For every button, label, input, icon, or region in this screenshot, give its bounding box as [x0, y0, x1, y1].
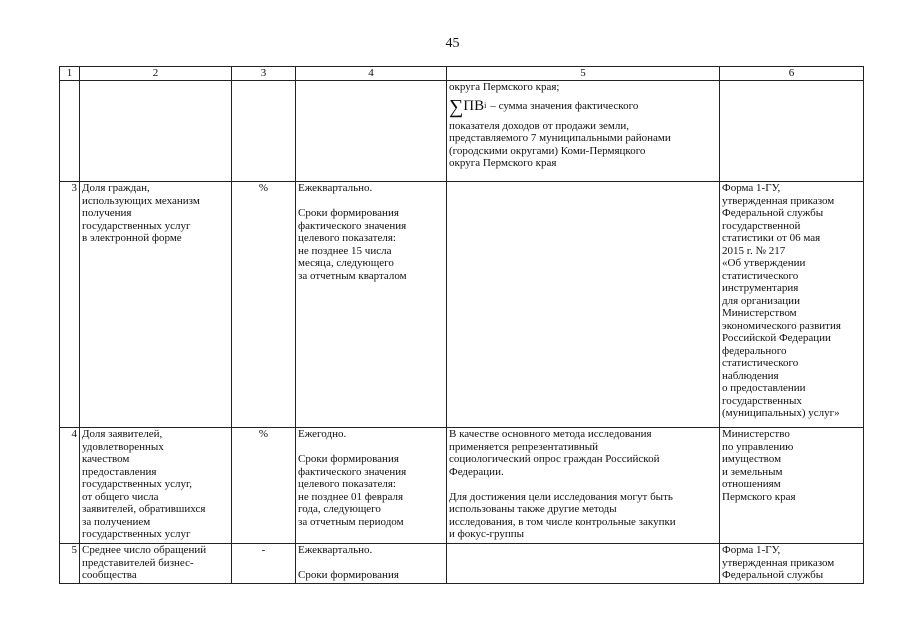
cell-source: Министерство по управлению имуществом и земельным отношениям Пермского края: [720, 428, 864, 544]
indicator-table: [59, 66, 864, 584]
cell-method: [447, 182, 720, 428]
header-cell: 5: [447, 67, 720, 81]
table-row: [60, 544, 864, 584]
cell-name: Доля заявителей, удовлетворенных качеством предоставления государственных услуг, от общего числа заявителей, обратившихся за получением государственных услуг: [80, 428, 232, 544]
cell-num: 3: [60, 182, 80, 428]
cell-source: Форма 1-ГУ, утвержденная приказом Федеральной службы государственной статистики от 06 мая 2015 г. № 217 «Об утверждении статистического инструментария для организации Министерством экономического развития Российской Федерации федерального статистического наблюдения о предоставлении государственных (муниципальных) услуг»: [720, 182, 864, 428]
page-number: 45: [445, 36, 460, 51]
cell-unit: [232, 81, 296, 182]
cell-period: [296, 81, 447, 182]
cell-name: Доля граждан, использующих механизм получения государственных услуг в электронной форме: [80, 182, 232, 428]
header-cell: 4: [296, 67, 447, 81]
cell-method: [447, 81, 720, 182]
cell-method: [447, 544, 720, 584]
cell-num: 4: [60, 428, 80, 544]
table-header-row: [60, 67, 864, 81]
cell-name: Среднее число обращений представителей бизнес- сообщества: [80, 544, 232, 584]
cell-method: В качестве основного метода исследования применяется репрезентативный социологический опрос граждан Российской Федерации. Для достижения цели исследования могут быть использованы также другие методы исследования, в том числе контрольные закупки и фокус-группы: [447, 428, 720, 544]
cell-source: Форма 1-ГУ, утвержденная приказом Федеральной службы: [720, 544, 864, 584]
cell-period: Ежегодно. Сроки формирования фактического значения целевого показателя: не позднее 01 февраля года, следующего за отчетным периодом: [296, 428, 447, 544]
cell-period: Ежеквартально. Сроки формирования: [296, 544, 447, 584]
cell-period: Ежеквартально. Сроки формирования фактического значения целевого показателя: не позднее 15 числа месяца, следующего за отчетным кварталом: [296, 182, 447, 428]
cell-unit: %: [232, 182, 296, 428]
sum-description: – сумма значения фактического: [490, 100, 639, 113]
cell-source: [720, 81, 864, 182]
continuation-top-text: округа Пермского края;: [449, 81, 560, 93]
cell-unit: -: [232, 544, 296, 584]
cell-name: [80, 81, 232, 182]
pv-symbol: ПВ: [463, 98, 485, 115]
sigma-symbol: ∑: [449, 95, 464, 118]
table-row-continuation: [60, 81, 864, 182]
cell-num: [60, 81, 80, 182]
header-cell: 3: [232, 67, 296, 81]
table-row: [60, 428, 864, 544]
cell-unit: %: [232, 428, 296, 544]
table-row: [60, 182, 864, 428]
sum-formula: [449, 94, 717, 120]
pv-subscript: i: [484, 101, 487, 111]
header-cell: 2: [80, 67, 232, 81]
header-cell: 6: [720, 67, 864, 81]
cell-num: 5: [60, 544, 80, 584]
header-cell: 1: [60, 67, 80, 81]
continuation-bottom-text: показателя доходов от продажи земли, представляемого 7 муниципальными районами (городскими округами) Коми-Пермяцкого округа Пермского края: [449, 119, 671, 169]
